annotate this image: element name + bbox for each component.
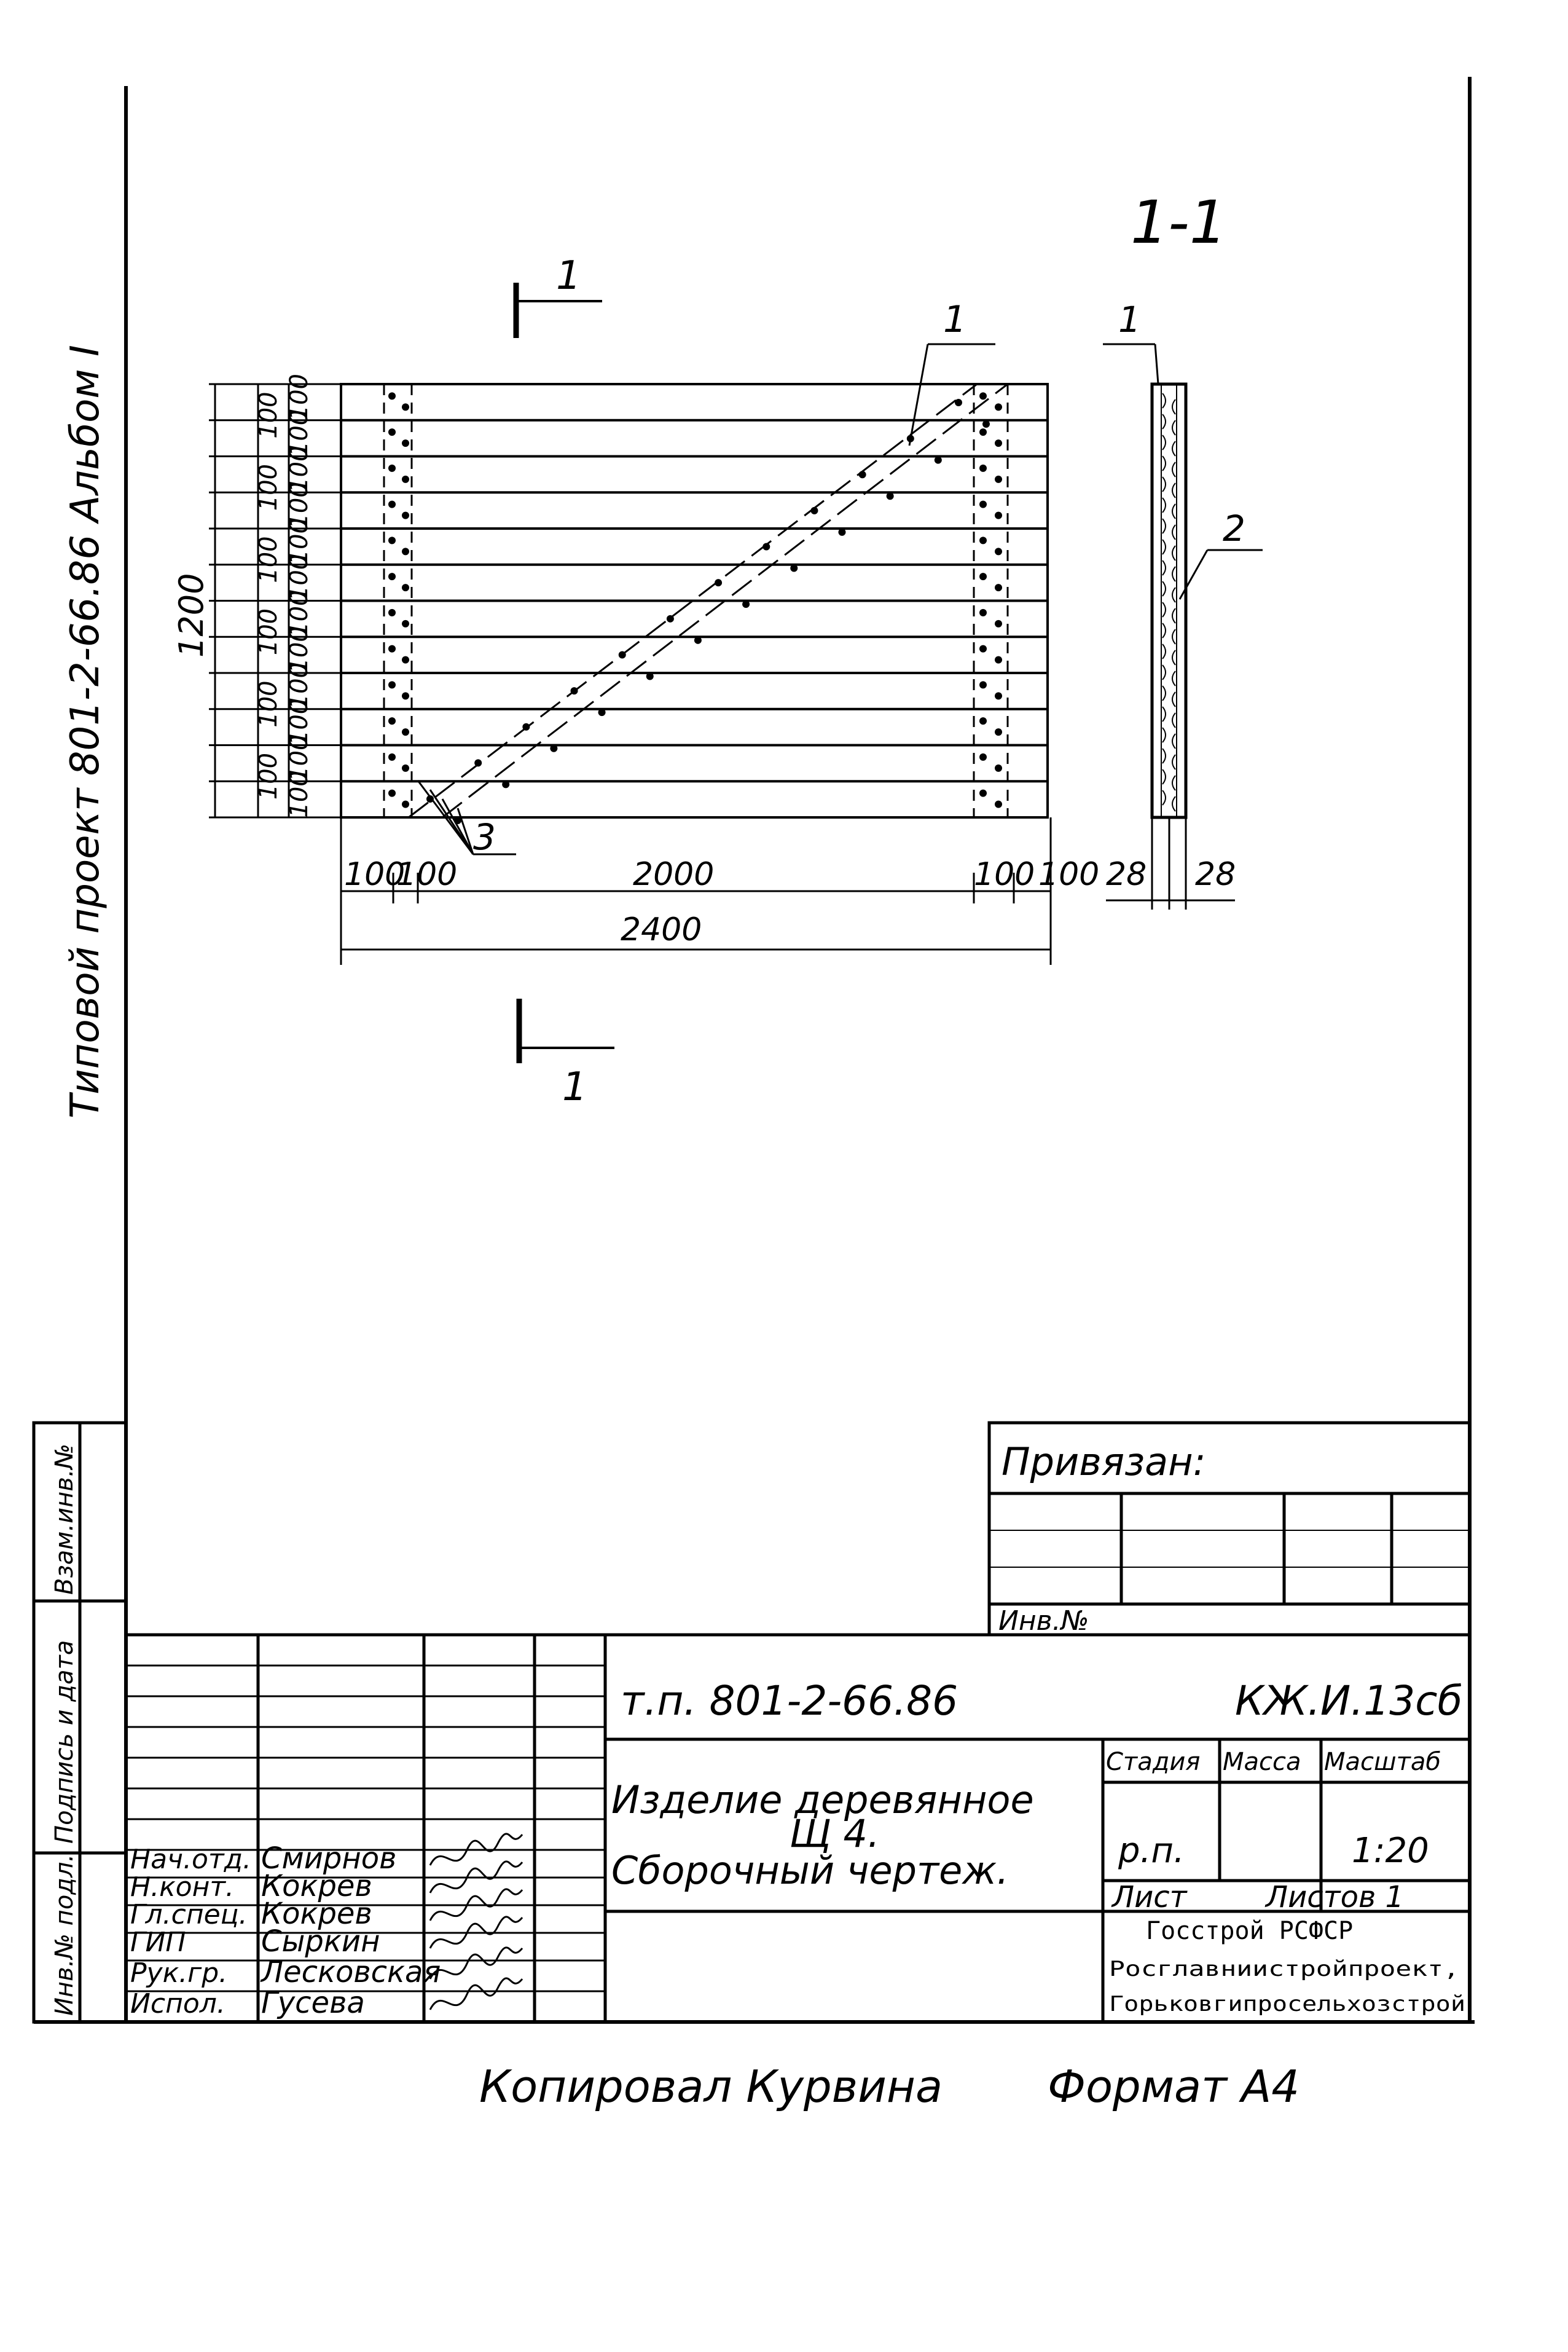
nail (502, 781, 509, 788)
col-mass: Масса (1223, 1748, 1301, 1776)
nail (388, 573, 396, 580)
dim-total: 2400 (621, 911, 702, 948)
nail (995, 656, 1002, 664)
outer-dim: 100 (254, 536, 283, 583)
nail (388, 392, 396, 399)
footer-copied: Копировал Курвина (479, 2061, 943, 2112)
inv-label: Инв.№ (998, 1605, 1089, 1637)
section-callout-fill: 2 (1223, 508, 1245, 549)
nail (955, 399, 962, 406)
wood-grain (1162, 414, 1175, 435)
staff-name: Гусева (261, 1986, 365, 2020)
nail (550, 745, 557, 752)
staff-role: Гл.спец. (130, 1899, 248, 1930)
callout-board (909, 298, 995, 446)
nail (402, 403, 409, 411)
outer-dim: 100 (254, 391, 283, 439)
org-line3: Горьковгипросельхозстрой (1109, 1992, 1465, 2016)
side-title: Типовой проект 801-2-66.86 Альбом I (63, 345, 108, 1119)
nail (979, 790, 987, 797)
nail (979, 681, 987, 688)
dim-right-inner: 100 (974, 856, 1035, 893)
wood-grain (1162, 581, 1175, 602)
outer-dim: 100 (254, 680, 283, 728)
nail (979, 717, 987, 725)
wood-grain (1162, 519, 1175, 540)
row-dim: 100 (285, 446, 313, 493)
title-block (126, 1635, 1470, 2022)
nail (571, 687, 578, 694)
nail (598, 709, 606, 716)
nail (979, 753, 987, 761)
nail (995, 512, 1002, 519)
nail (979, 537, 987, 544)
nail (474, 759, 482, 766)
col-scale: Масштаб (1324, 1748, 1441, 1776)
svg-text:1: 1 (943, 298, 967, 341)
nail (995, 548, 1002, 555)
row-dim: 100 (285, 482, 313, 529)
staff-name: Кокрев (261, 1897, 372, 1931)
nail (402, 476, 409, 483)
nail (995, 801, 1002, 808)
nail (979, 465, 987, 472)
nail (402, 656, 409, 664)
nail (995, 728, 1002, 736)
sheets-label: Листов 1 (1266, 1880, 1405, 1914)
dim-middle: 2000 (633, 856, 715, 893)
staff-role: ГИП (130, 1927, 186, 1958)
wood-grain (1162, 477, 1175, 498)
nail (388, 428, 396, 436)
item-name-line3: Сборочный чертеж. (611, 1848, 1009, 1893)
section-title: 1-1 (1131, 188, 1227, 257)
outer-dim: 100 (254, 608, 283, 656)
nail (715, 579, 722, 586)
row-dim: 100 (285, 771, 313, 818)
nail (979, 428, 987, 436)
nail (388, 753, 396, 761)
left-strip (34, 1423, 126, 2022)
nail (402, 512, 409, 519)
nail (402, 765, 409, 772)
svg-text:1: 1 (562, 1064, 587, 1110)
svg-text:Подпись и дата: Подпись и дата (50, 1640, 79, 1844)
row-dim: 100 (285, 590, 313, 637)
dim-left-edge: 100 (344, 856, 406, 893)
nail (979, 609, 987, 616)
staff-name: Сыркин (261, 1924, 380, 1959)
wood-grain (1162, 560, 1175, 581)
wood-grain (1162, 540, 1175, 560)
wood-grain (1162, 498, 1175, 519)
wood-grain (1162, 393, 1175, 414)
callout-nails-label: 3 (473, 816, 496, 858)
nail (790, 565, 798, 572)
nail (619, 651, 626, 658)
wood-grain (1162, 790, 1175, 811)
staff-role: Н.конт. (130, 1871, 234, 1903)
sheet-code: КЖ.И.13сб (1235, 1677, 1463, 1725)
nail (388, 501, 396, 508)
nail (859, 471, 866, 478)
staff-role: Испол. (130, 1988, 225, 2020)
row-dim: 100 (285, 409, 313, 457)
org-line1: Госстрой РСФСР (1146, 1917, 1354, 1945)
nail (388, 609, 396, 616)
nail (995, 692, 1002, 699)
wood-grain (1162, 435, 1175, 456)
nail (402, 728, 409, 736)
footer-format: Формат А4 (1048, 2061, 1300, 2112)
outer-dim: 100 (254, 463, 283, 511)
col-stage: Стадия (1106, 1748, 1201, 1776)
nail (402, 801, 409, 808)
section-callout-board: 1 (1118, 299, 1141, 340)
stage-value: р.п. (1118, 1831, 1185, 1871)
nail (979, 392, 987, 399)
thickness-left: 28 (1106, 856, 1147, 893)
nail (995, 765, 1002, 772)
sheet-frame (34, 77, 1475, 2022)
nail (388, 537, 396, 544)
nail (995, 439, 1002, 447)
staff-role: Нач.отд. (130, 1844, 251, 1875)
nail (646, 672, 654, 680)
dim-left-inner: 100 (396, 856, 458, 893)
wood-grain (1162, 686, 1175, 707)
staff-name: Кокрев (261, 1869, 372, 1903)
signature (430, 1978, 522, 2010)
row-dim: 100 (285, 663, 313, 710)
height-dim: 1200 (172, 573, 211, 658)
signature (430, 1948, 522, 1979)
org-line2: Росглавниистройпроект, (1109, 1957, 1459, 1981)
nail (995, 403, 1002, 411)
wood-grain (1162, 644, 1175, 665)
row-dim: 100 (285, 374, 313, 421)
nail (402, 692, 409, 699)
section-mark-top (516, 253, 602, 338)
nail (388, 645, 396, 653)
wood-grain (1162, 602, 1175, 623)
nail (995, 584, 1002, 591)
wood-grain (1162, 707, 1175, 728)
nail (995, 476, 1002, 483)
nail (979, 501, 987, 508)
nail (742, 600, 750, 608)
wood-grain (1162, 665, 1175, 686)
scale-value: 1:20 (1352, 1831, 1429, 1871)
nail (402, 548, 409, 555)
row-dim: 100 (285, 698, 313, 746)
nail (979, 573, 987, 580)
nail (995, 620, 1002, 627)
wood-grain (1162, 769, 1175, 790)
section-view (1103, 188, 1263, 910)
staff-name: Смирнов (261, 1841, 397, 1876)
wood-grain (1162, 749, 1175, 769)
binding-block (989, 1423, 1470, 1637)
doc-code: т.п. 801-2-66.86 (621, 1677, 958, 1725)
plan-view (172, 298, 1099, 965)
nail (388, 717, 396, 725)
nail (694, 637, 702, 644)
binding-title: Привязан: (1002, 1439, 1206, 1484)
nail (402, 584, 409, 591)
nail (762, 543, 770, 551)
nail (810, 507, 818, 514)
nail (402, 620, 409, 627)
row-dim: 100 (285, 626, 313, 674)
wood-grain (1162, 623, 1175, 644)
nail (402, 439, 409, 447)
dim-right-edge: 100 (1038, 856, 1100, 893)
nail (887, 492, 894, 500)
staff-role: Рук.гр. (130, 1957, 228, 1989)
row-dim: 100 (285, 554, 313, 602)
outer-dim: 100 (254, 752, 283, 800)
nail (935, 457, 942, 464)
staff-name: Лесковская (261, 1955, 441, 1989)
row-dim: 100 (285, 518, 313, 565)
thickness-right: 28 (1195, 856, 1236, 893)
wood-grain (1162, 456, 1175, 477)
nail (388, 681, 396, 688)
nail (838, 529, 845, 536)
wood-grain (1162, 728, 1175, 749)
row-dim: 100 (285, 734, 313, 782)
nail (522, 723, 530, 731)
nail (979, 645, 987, 653)
nail (388, 790, 396, 797)
sheet-label: Лист (1112, 1880, 1187, 1914)
svg-text:1: 1 (556, 253, 581, 299)
nail (667, 615, 674, 623)
item-name-line2: Щ 4. (790, 1811, 880, 1856)
item-name-line1: Изделие деревянное (611, 1777, 1034, 1822)
section-mark-bottom (519, 999, 614, 1110)
nail (388, 465, 396, 472)
nail (982, 420, 990, 428)
svg-text:Инв.№ подл.: Инв.№ подл. (50, 1854, 79, 2016)
svg-text:Взам.инв.№: Взам.инв.№ (50, 1443, 79, 1595)
